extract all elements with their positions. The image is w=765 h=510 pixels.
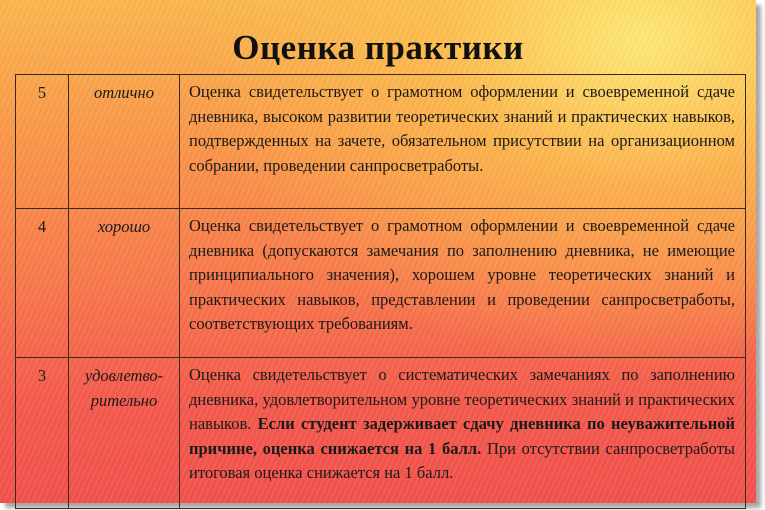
grading-table <box>15 74 746 509</box>
grade-description <box>180 358 746 509</box>
grade-number: 4 <box>16 209 69 358</box>
grade-label <box>69 358 180 509</box>
description-text: Оценка свидетельствует о систематических замечаниях по заполнению дневника, удовлетворительном уровне теоретических знаний и практических навыков. <box>189 365 735 433</box>
grade-number: 5 <box>16 75 69 209</box>
grade-label: хорошо <box>69 209 180 358</box>
table-row <box>16 358 746 509</box>
grade-description: Оценка свидетельствует о грамотном оформлении и своевременной сдаче дневника, высоком развитии теоретических знаний и практических навыков, подтвержденных на зачете, обязательном присутствии на организационном собрании, проведении санпросветработы. <box>180 75 746 209</box>
grade-description: Оценка свидетельствует о грамотном оформлении и своевременной сдаче дневника (допускаются замечания по заполнению дневника, не имеющие принципиального значения), хорошем уровне теоретических знаний и практических навыков, представлении и проведении санпросветработы, соответствующих требованиям. <box>180 209 746 358</box>
description-text-end: При отсутствии санпросветработы итоговая оценка снижается на 1 балл. <box>189 438 736 482</box>
page-title: Оценка практики <box>232 28 524 67</box>
grade-label-line2: рительно <box>90 390 158 410</box>
description-bold-text: Если студент задерживает сдачу дневника по неуважительной причине, оценка снижается на 1 балл. <box>189 414 736 458</box>
grade-label-line1: удовлетво- <box>84 366 164 385</box>
grade-label: отлично <box>69 75 180 209</box>
table-row <box>16 209 746 358</box>
grade-number: 3 <box>16 358 69 509</box>
table-row <box>16 75 746 209</box>
